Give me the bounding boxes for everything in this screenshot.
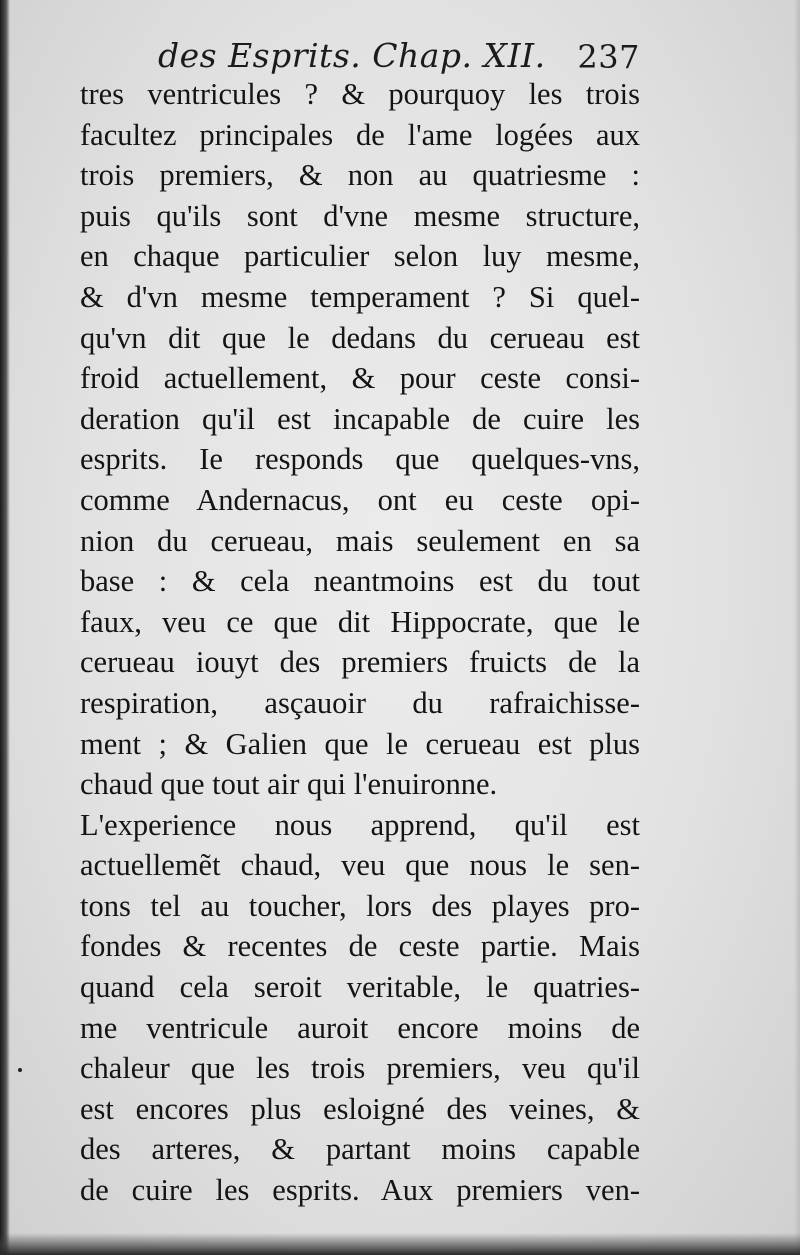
page-number: 237 xyxy=(577,38,640,76)
running-head: des Esprits. Chap. XII. xyxy=(158,36,546,75)
text-line: deration qu'il est incapable de cuire les xyxy=(80,401,640,436)
text-line: ment ; & Galien que le cerueau est plus xyxy=(80,726,640,761)
text-line: cerueau iouyt des premiers fruicts de la xyxy=(80,645,640,680)
text-line: est encores plus esloigné des veines, & xyxy=(80,1091,640,1126)
text-line: nion du cerueau, mais seulement en sa xyxy=(80,523,640,558)
text-line: de cuire les esprits. Aux premiers ven- xyxy=(80,1173,640,1208)
binding-shadow xyxy=(0,0,10,1255)
text-line: respiration, asçauoir du rafraichisse- xyxy=(80,685,640,720)
text-line: tres ventricules ? & pourquoy les trois xyxy=(80,77,640,111)
text-line: trois premiers, & non au quatriesme : xyxy=(80,158,640,193)
text-line: froid actuellement, & pour ceste consi- xyxy=(80,361,640,396)
text-line: qu'vn dit que le dedans du cerueau est xyxy=(80,320,640,355)
text-line: chaleur que les trois premiers, veu qu'il xyxy=(80,1051,640,1086)
bottom-shadow xyxy=(0,1233,800,1255)
text-line: chaud que tout air qui l'enuironne. xyxy=(80,767,498,802)
text-line: me ventricule auroit encore moins de xyxy=(80,1010,640,1045)
text-line: tons tel au toucher, lors des playes pro- xyxy=(80,888,640,923)
text-line: des arteres, & partant moins capable xyxy=(80,1132,640,1167)
text-line: L'experience nous apprend, qu'il est xyxy=(80,807,640,842)
body-text xyxy=(80,74,640,1211)
text-line: & d'vn mesme temperament ? Si quel- xyxy=(80,279,640,314)
text-line: quand cela seroit veritable, le quatries- xyxy=(80,970,640,1005)
text-line: facultez principales de l'ame logées aux xyxy=(80,117,640,152)
text-line: esprits. Ie responds que quelques-vns, xyxy=(80,442,640,477)
page-edge xyxy=(794,0,800,1255)
text-line: actuellemẽt chaud, veu que nous le sen- xyxy=(80,848,640,883)
text-line: puis qu'ils sont d'vne mesme structure, xyxy=(80,198,640,233)
text-line: comme Andernacus, ont eu ceste opi- xyxy=(80,482,640,517)
text-line: fondes & recentes de ceste partie. Mais xyxy=(80,929,640,964)
text-line: en chaque particulier selon luy mesme, xyxy=(80,239,640,274)
text-line: faux, veu ce que dit Hippocrate, que le xyxy=(80,604,640,639)
ink-speck xyxy=(18,1068,22,1072)
text-line: base : & cela neantmoins est du tout xyxy=(80,564,640,599)
